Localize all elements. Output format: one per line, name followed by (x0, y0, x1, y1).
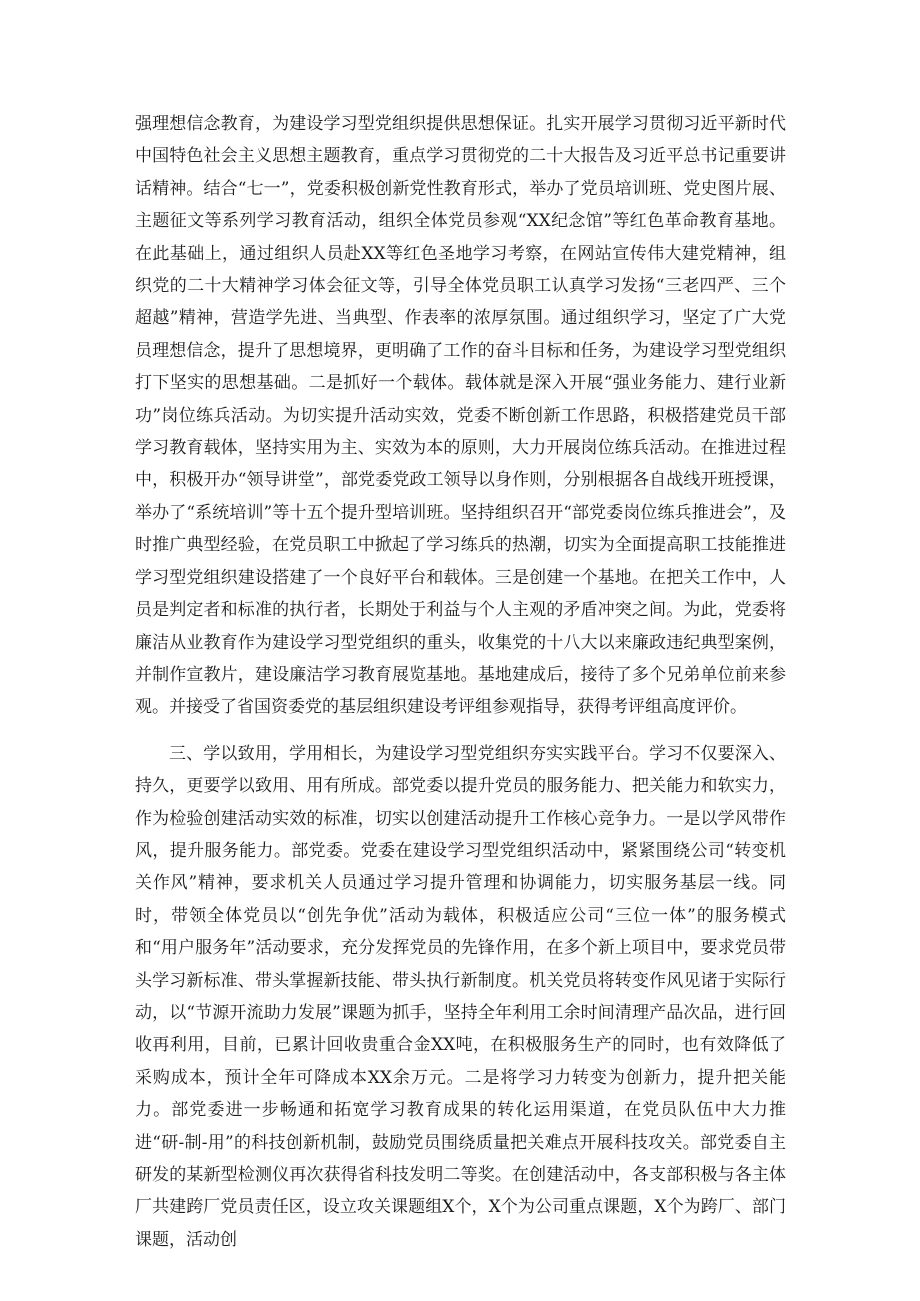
paragraph-1: 强理想信念教育，为建设学习型党组织提供思想保证。扎实开展学习贯彻习近平新时代中国特色社会主义思想主题教育，重点学习贯彻党的二十大报告及习近平总书记重要讲话精神。结合“七一”，党委积极创新党性教育形式，举办了党员培训班、党史图片展、主题征文等系列学习教育活动，组织全体党员参观“XX纪念馆”等红色革命教育基地。在此基础上，通过组织人员赴XX等红色圣地学习考察，在网站宣传伟大建党精神，组织党的二十大精神学习体会征文等，引导全体党员职工认真学习发扬“三老四严、三个超越”精神，营造学先进、当典型、作表率的浓厚氛围。通过组织学习，坚定了广大党员理想信念，提升了思想境界，更明确了工作的奋斗目标和任务，为建设学习型党组织打下坚实的思想基础。二是抓好一个载体。载体就是深入开展“强业务能力、建行业新功”岗位练兵活动。为切实提升活动实效，党委不断创新工作思路，积极搭建党员干部学习教育载体，坚持实用为主、实效为本的原则，大力开展岗位练兵活动。在推进过程中，积极开办“领导讲堂”，部党委党政工领导以身作则，分别根据各自战线开班授课，举办了“系统培训”等十五个提升型培训班。坚持组织召开“部党委岗位练兵推进会”，及时推广典型经验，在党员职工中掀起了学习练兵的热潮，切实为全面提高职工技能推进学习型党组织建设搭建了一个良好平台和载体。三是创建一个基地。在把关工作中，人员是判定者和标准的执行者，长期处于利益与个人主观的矛盾冲突之间。为此，党委将廉洁从业教育作为建设学习型党组织的重头，收集党的十八大以来廉政违纪典型案例，并制作宣教片，建设廉洁学习教育展览基地。基地建成后，接待了多个兄弟单位前来参观。并接受了省国资委党的基层组织建设考评组参观指导，获得考评组高度评价。 (135, 114, 786, 718)
document-body (135, 108, 786, 1256)
paragraph-2: 三、学以致用，学用相长，为建设学习型党组织夯实实践平台。学习不仅要深入、持久，更要学以致用、用有所成。部党委以提升党员的服务能力、把关能力和软实力，作为检验创建活动实效的标准，切实以创建活动提升工作核心竞争力。一是以学风带作风，提升服务能力。部党委。党委在建设学习型党组织活动中，紧紧围绕公司“转变机关作风”精神，要求机关人员通过学习提升管理和协调能力，切实服务基层一线。同时，带领全体党员以“创先争优”活动为载体，积极适应公司“三位一体”的服务模式和“用户服务年”活动要求，充分发挥党员的先锋作用，在多个新上项目中，要求党员带头学习新标准、带头掌握新技能、带头执行新制度。机关党员将转变作风见诸于实际行动，以“节源开流助力发展”课题为抓手，坚持全年利用工余时间清理产品次品，进行回收再利用，目前，已累计回收贵重合金XX吨，在积极服务生产的同时，也有效降低了采购成本，预计全年可降成本XX余万元。二是将学习力转变为创新力，提升把关能力。部党委进一步畅通和拓宽学习教育成果的转化运用渠道，在党员队伍中大力推进“研-制-用”的科技创新机制，鼓励党员围绕质量把关难点开展科技攻关。部党委自主研发的某新型检测仪再次获得省科技发明二等奖。在创建活动中，各支部积极与各主体厂共建跨厂党员责任区，设立攻关课题组X个，X个为公司重点课题，X个为跨厂、部门课题，活动创 (135, 743, 786, 1250)
